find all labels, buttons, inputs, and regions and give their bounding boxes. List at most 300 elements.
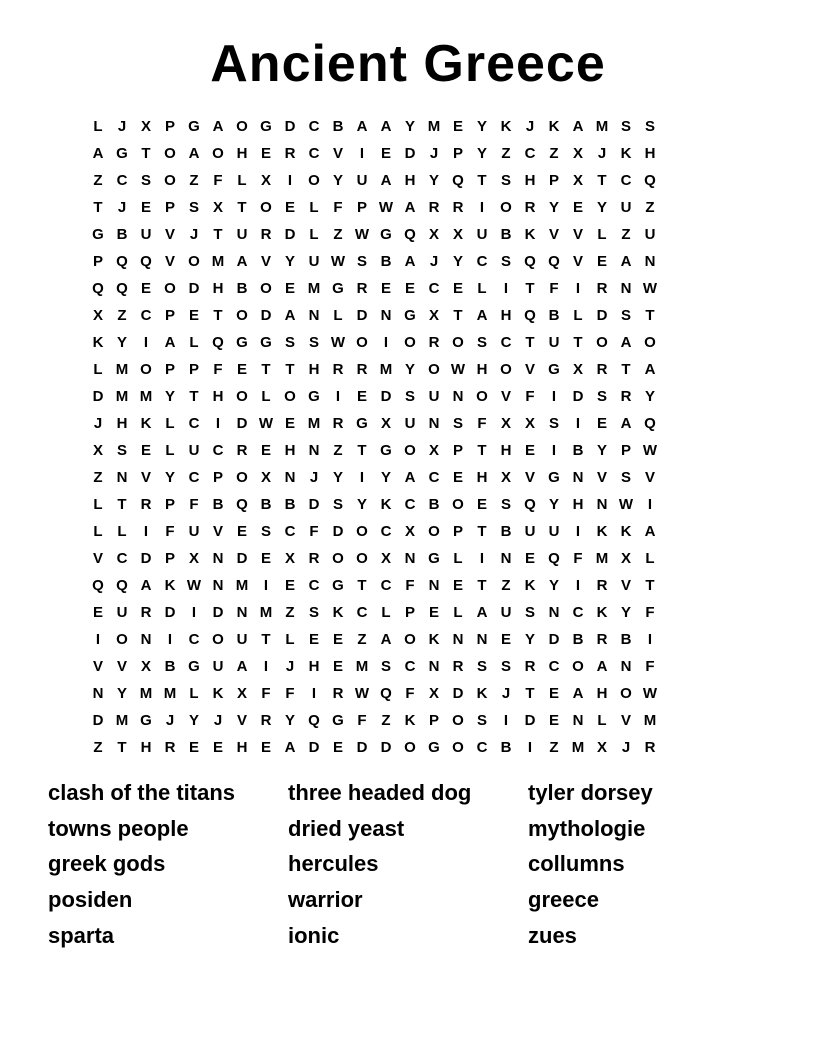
grid-letter: K bbox=[620, 145, 632, 162]
grid-letter: W bbox=[330, 253, 346, 270]
grid-letter: Y bbox=[428, 172, 439, 189]
grid-letter: N bbox=[452, 388, 464, 405]
grid-letter: I bbox=[263, 577, 269, 594]
grid-letter: I bbox=[551, 388, 557, 405]
grid-letter: W bbox=[450, 361, 466, 378]
grid-letter: E bbox=[284, 280, 295, 297]
grid-letter: L bbox=[93, 523, 103, 540]
grid-letter: N bbox=[428, 658, 440, 675]
word-list-item: three headed dog bbox=[288, 780, 472, 805]
grid-row bbox=[86, 275, 734, 302]
grid-letter: J bbox=[117, 199, 127, 216]
word-list-item: collumns bbox=[528, 851, 625, 877]
grid-letter: V bbox=[548, 226, 559, 243]
grid-row bbox=[86, 491, 734, 518]
grid-letter: S bbox=[620, 307, 631, 324]
grid-letter: K bbox=[404, 712, 416, 729]
grid-letter: B bbox=[500, 739, 512, 756]
grid-letter: S bbox=[188, 199, 199, 216]
grid-letter: J bbox=[597, 145, 607, 162]
grid-row bbox=[86, 302, 734, 329]
grid-letter: M bbox=[211, 253, 225, 270]
grid-letter: C bbox=[404, 496, 416, 513]
grid-letter: F bbox=[285, 685, 295, 702]
grid-letter: O bbox=[236, 118, 248, 135]
grid-letter: Q bbox=[140, 253, 152, 270]
grid-letter: U bbox=[188, 523, 200, 540]
grid-letter: O bbox=[308, 172, 320, 189]
grid-letter: E bbox=[236, 523, 247, 540]
grid-letter: O bbox=[140, 361, 152, 378]
grid-letter: E bbox=[188, 307, 199, 324]
grid-letter: B bbox=[620, 631, 632, 648]
word-list-item: zues bbox=[528, 922, 577, 948]
grid-letter: U bbox=[308, 253, 320, 270]
grid-letter: N bbox=[476, 631, 488, 648]
grid-letter: D bbox=[212, 604, 224, 621]
grid-letter: K bbox=[596, 523, 608, 540]
grid-letter: A bbox=[644, 361, 656, 378]
grid-letter: I bbox=[575, 577, 581, 594]
grid-letter: M bbox=[235, 577, 249, 594]
word-list-item: greek gods bbox=[48, 851, 166, 877]
grid-letter: A bbox=[404, 199, 416, 216]
grid-letter: Q bbox=[380, 685, 392, 702]
grid-letter: S bbox=[548, 415, 559, 432]
grid-letter: E bbox=[332, 739, 343, 756]
grid-letter: O bbox=[356, 334, 368, 351]
grid-letter: L bbox=[573, 307, 583, 324]
grid-letter: C bbox=[308, 118, 320, 135]
grid-letter: I bbox=[215, 415, 221, 432]
grid-letter: X bbox=[572, 145, 583, 162]
grid-letter: B bbox=[212, 496, 224, 513]
grid-letter: F bbox=[333, 199, 343, 216]
grid-letter: Z bbox=[93, 469, 103, 486]
grid-letter: E bbox=[284, 415, 295, 432]
grid-letter: V bbox=[524, 361, 535, 378]
grid-letter: C bbox=[140, 307, 152, 324]
grid-letter: B bbox=[260, 496, 272, 513]
grid-letter: Q bbox=[644, 415, 656, 432]
grid-letter: K bbox=[212, 685, 224, 702]
grid-letter: E bbox=[284, 577, 295, 594]
grid-letter: F bbox=[213, 172, 223, 189]
grid-letter: T bbox=[189, 388, 199, 405]
grid-letter: X bbox=[620, 550, 631, 567]
grid-letter: P bbox=[356, 199, 367, 216]
grid-letter: T bbox=[117, 496, 127, 513]
grid-letter: O bbox=[236, 388, 248, 405]
grid-letter: L bbox=[189, 685, 199, 702]
grid-letter: J bbox=[117, 118, 127, 135]
grid-letter: A bbox=[284, 739, 296, 756]
grid-letter: B bbox=[500, 226, 512, 243]
grid-letter: X bbox=[380, 550, 391, 567]
grid-letter: I bbox=[503, 280, 509, 297]
grid-letter: K bbox=[140, 415, 152, 432]
grid-letter: Q bbox=[308, 712, 320, 729]
grid-letter: A bbox=[404, 469, 416, 486]
grid-letter: H bbox=[596, 685, 608, 702]
grid-letter: H bbox=[308, 361, 320, 378]
grid-row bbox=[86, 437, 734, 464]
grid-letter: E bbox=[596, 253, 607, 270]
grid-letter: H bbox=[476, 469, 488, 486]
grid-letter: A bbox=[620, 334, 632, 351]
grid-letter: O bbox=[452, 334, 464, 351]
grid-letter: Y bbox=[596, 199, 607, 216]
grid-letter: E bbox=[260, 739, 271, 756]
grid-letter: D bbox=[572, 388, 584, 405]
grid-letter: N bbox=[308, 442, 320, 459]
grid-letter: F bbox=[549, 280, 559, 297]
grid-letter: G bbox=[236, 334, 248, 351]
grid-letter: Z bbox=[93, 739, 103, 756]
grid-letter: E bbox=[92, 604, 103, 621]
word-list-item: warrior bbox=[288, 887, 363, 913]
grid-letter: P bbox=[164, 550, 175, 567]
grid-letter: P bbox=[164, 496, 175, 513]
grid-letter: Z bbox=[381, 712, 391, 729]
grid-letter: S bbox=[500, 658, 511, 675]
grid-letter: F bbox=[261, 685, 271, 702]
grid-letter: D bbox=[356, 739, 368, 756]
grid-letter: D bbox=[92, 712, 104, 729]
grid-letter: D bbox=[332, 523, 344, 540]
grid-letter: B bbox=[572, 631, 584, 648]
grid-letter: N bbox=[140, 631, 152, 648]
grid-letter: T bbox=[141, 145, 151, 162]
grid-letter: V bbox=[236, 712, 247, 729]
grid-letter: W bbox=[618, 496, 634, 513]
grid-letter: T bbox=[477, 577, 487, 594]
grid-letter: A bbox=[236, 253, 248, 270]
grid-letter: D bbox=[164, 604, 176, 621]
grid-letter: M bbox=[259, 604, 273, 621]
grid-letter: V bbox=[164, 226, 175, 243]
grid-letter: I bbox=[191, 604, 197, 621]
grid-letter: A bbox=[164, 334, 176, 351]
grid-letter: F bbox=[405, 577, 415, 594]
grid-letter: N bbox=[428, 577, 440, 594]
grid-letter: X bbox=[140, 658, 151, 675]
grid-row bbox=[86, 572, 734, 599]
grid-letter: Q bbox=[524, 253, 536, 270]
grid-letter: J bbox=[285, 658, 295, 675]
grid-letter: U bbox=[404, 415, 416, 432]
grid-letter: T bbox=[621, 361, 631, 378]
grid-letter: H bbox=[236, 145, 248, 162]
grid-letter: K bbox=[548, 118, 560, 135]
grid-letter: G bbox=[188, 658, 200, 675]
grid-letter: M bbox=[115, 712, 129, 729]
grid-row bbox=[86, 680, 734, 707]
grid-letter: V bbox=[332, 145, 343, 162]
grid-letter: I bbox=[143, 523, 149, 540]
grid-letter: N bbox=[428, 415, 440, 432]
grid-letter: D bbox=[596, 307, 608, 324]
grid-letter: X bbox=[380, 415, 391, 432]
grid-letter: E bbox=[596, 415, 607, 432]
grid-letter: T bbox=[285, 361, 295, 378]
grid-letter: V bbox=[620, 712, 631, 729]
grid-letter: U bbox=[620, 199, 632, 216]
grid-letter: Y bbox=[284, 712, 295, 729]
grid-letter: O bbox=[404, 334, 416, 351]
grid-letter: D bbox=[308, 739, 320, 756]
grid-letter: O bbox=[164, 172, 176, 189]
grid-letter: U bbox=[356, 172, 368, 189]
grid-letter: Q bbox=[236, 496, 248, 513]
grid-letter: O bbox=[284, 388, 296, 405]
grid-letter: Y bbox=[164, 469, 175, 486]
grid-letter: S bbox=[596, 388, 607, 405]
grid-letter: X bbox=[596, 739, 607, 756]
grid-letter: E bbox=[428, 604, 439, 621]
grid-letter: I bbox=[527, 739, 533, 756]
grid-letter: N bbox=[212, 577, 224, 594]
grid-letter: S bbox=[644, 118, 655, 135]
grid-letter: B bbox=[548, 307, 560, 324]
grid-letter: R bbox=[452, 199, 464, 216]
grid-letter: S bbox=[620, 469, 631, 486]
grid-letter: T bbox=[645, 577, 655, 594]
grid-letter: M bbox=[115, 388, 129, 405]
grid-letter: E bbox=[380, 280, 391, 297]
grid-letter: H bbox=[212, 388, 224, 405]
grid-letter: E bbox=[260, 442, 271, 459]
grid-letter: U bbox=[644, 226, 656, 243]
grid-letter: T bbox=[213, 307, 223, 324]
grid-letter: Z bbox=[501, 577, 511, 594]
grid-row bbox=[86, 356, 734, 383]
grid-row bbox=[86, 626, 734, 653]
grid-letter: M bbox=[571, 739, 585, 756]
grid-row bbox=[86, 410, 734, 437]
grid-letter: F bbox=[525, 388, 535, 405]
grid-letter: E bbox=[452, 469, 463, 486]
grid-letter: C bbox=[284, 523, 296, 540]
grid-letter: O bbox=[260, 199, 272, 216]
grid-letter: H bbox=[524, 172, 536, 189]
word-list-item: dried yeast bbox=[288, 815, 405, 841]
grid-letter: L bbox=[117, 523, 127, 540]
grid-letter: Q bbox=[644, 172, 656, 189]
grid-row bbox=[86, 113, 734, 140]
grid-letter: D bbox=[404, 145, 416, 162]
grid-letter: R bbox=[308, 550, 320, 567]
grid-letter: B bbox=[116, 226, 128, 243]
grid-letter: V bbox=[92, 550, 103, 567]
grid-letter: Y bbox=[548, 199, 559, 216]
grid-letter: N bbox=[500, 550, 512, 567]
grid-letter: J bbox=[621, 739, 631, 756]
grid-letter: L bbox=[165, 415, 175, 432]
grid-letter: T bbox=[525, 334, 535, 351]
grid-letter: U bbox=[140, 226, 152, 243]
grid-letter: R bbox=[596, 577, 608, 594]
grid-letter: T bbox=[645, 307, 655, 324]
grid-letter: C bbox=[476, 253, 488, 270]
grid-letter: M bbox=[139, 388, 153, 405]
grid-letter: Y bbox=[116, 334, 127, 351]
grid-letter: U bbox=[116, 604, 128, 621]
grid-letter: R bbox=[332, 685, 344, 702]
grid-letter: O bbox=[428, 523, 440, 540]
grid-letter: R bbox=[332, 415, 344, 432]
grid-row bbox=[86, 464, 734, 491]
grid-letter: S bbox=[332, 496, 343, 513]
grid-letter: A bbox=[236, 658, 248, 675]
grid-letter: E bbox=[380, 145, 391, 162]
grid-letter: L bbox=[285, 631, 295, 648]
grid-letter: D bbox=[524, 712, 536, 729]
grid-letter: C bbox=[188, 415, 200, 432]
grid-letter: A bbox=[284, 307, 296, 324]
grid-letter: A bbox=[620, 415, 632, 432]
grid-letter: T bbox=[93, 199, 103, 216]
grid-letter: H bbox=[212, 280, 224, 297]
grid-letter: L bbox=[309, 226, 319, 243]
grid-letter: I bbox=[551, 442, 557, 459]
grid-letter: R bbox=[236, 442, 248, 459]
grid-letter: Z bbox=[333, 226, 343, 243]
grid-letter: Y bbox=[332, 172, 343, 189]
grid-letter: Y bbox=[404, 361, 415, 378]
grid-letter: S bbox=[116, 442, 127, 459]
grid-letter: X bbox=[500, 415, 511, 432]
grid-letter: T bbox=[477, 172, 487, 189]
grid-letter: Q bbox=[548, 550, 560, 567]
grid-letter: W bbox=[258, 415, 274, 432]
grid-letter: S bbox=[620, 118, 631, 135]
grid-letter: S bbox=[308, 334, 319, 351]
grid-letter: G bbox=[260, 118, 272, 135]
grid-letter: L bbox=[597, 712, 607, 729]
grid-letter: K bbox=[428, 631, 440, 648]
grid-letter: O bbox=[356, 523, 368, 540]
grid-letter: X bbox=[92, 307, 103, 324]
grid-letter: L bbox=[165, 442, 175, 459]
grid-row bbox=[86, 518, 734, 545]
grid-letter: E bbox=[260, 145, 271, 162]
word-list-item: greece bbox=[528, 887, 599, 913]
grid-letter: E bbox=[140, 442, 151, 459]
grid-letter: D bbox=[260, 307, 272, 324]
grid-letter: T bbox=[237, 199, 247, 216]
grid-letter: M bbox=[379, 361, 393, 378]
grid-letter: D bbox=[452, 685, 464, 702]
grid-letter: N bbox=[620, 658, 632, 675]
grid-row bbox=[86, 734, 734, 761]
grid-letter: N bbox=[236, 604, 248, 621]
grid-letter: A bbox=[188, 145, 200, 162]
grid-letter: A bbox=[380, 631, 392, 648]
grid-letter: Q bbox=[452, 172, 464, 189]
grid-letter: D bbox=[236, 415, 248, 432]
grid-letter: E bbox=[212, 739, 223, 756]
grid-letter: O bbox=[212, 631, 224, 648]
grid-letter: C bbox=[428, 469, 440, 486]
grid-letter: H bbox=[404, 172, 416, 189]
grid-letter: J bbox=[213, 712, 223, 729]
grid-letter: M bbox=[307, 280, 321, 297]
grid-letter: C bbox=[356, 604, 368, 621]
grid-letter: V bbox=[500, 388, 511, 405]
grid-letter: S bbox=[260, 523, 271, 540]
grid-letter: O bbox=[452, 739, 464, 756]
grid-letter: N bbox=[572, 469, 584, 486]
grid-row bbox=[86, 221, 734, 248]
grid-letter: E bbox=[524, 550, 535, 567]
grid-letter: N bbox=[644, 253, 656, 270]
grid-letter: U bbox=[524, 523, 536, 540]
grid-row bbox=[86, 140, 734, 167]
grid-letter: K bbox=[92, 334, 104, 351]
grid-letter: B bbox=[500, 523, 512, 540]
grid-letter: V bbox=[572, 253, 583, 270]
grid-letter: G bbox=[308, 388, 320, 405]
grid-letter: L bbox=[309, 199, 319, 216]
grid-letter: O bbox=[404, 442, 416, 459]
grid-letter: L bbox=[237, 172, 247, 189]
grid-letter: H bbox=[476, 361, 488, 378]
grid-letter: D bbox=[92, 388, 104, 405]
grid-letter: T bbox=[477, 523, 487, 540]
grid-letter: L bbox=[453, 550, 463, 567]
letter-grid bbox=[86, 113, 734, 761]
grid-letter: T bbox=[357, 442, 367, 459]
grid-letter: C bbox=[188, 469, 200, 486]
grid-letter: O bbox=[500, 199, 512, 216]
grid-row bbox=[86, 545, 734, 572]
grid-letter: Z bbox=[93, 172, 103, 189]
grid-letter: O bbox=[404, 739, 416, 756]
grid-letter: G bbox=[332, 712, 344, 729]
grid-letter: E bbox=[140, 199, 151, 216]
grid-letter: N bbox=[620, 280, 632, 297]
grid-letter: U bbox=[476, 226, 488, 243]
grid-letter: O bbox=[404, 631, 416, 648]
grid-letter: F bbox=[573, 550, 583, 567]
grid-letter: P bbox=[452, 442, 463, 459]
grid-letter: K bbox=[476, 685, 488, 702]
word-list-item: sparta bbox=[48, 922, 115, 948]
grid-letter: V bbox=[260, 253, 271, 270]
grid-letter: L bbox=[333, 307, 343, 324]
grid-letter: T bbox=[525, 280, 535, 297]
grid-letter: F bbox=[645, 604, 655, 621]
grid-letter: O bbox=[164, 145, 176, 162]
grid-letter: X bbox=[260, 172, 271, 189]
grid-letter: N bbox=[548, 604, 560, 621]
grid-letter: U bbox=[548, 523, 560, 540]
grid-letter: B bbox=[380, 253, 392, 270]
grid-letter: X bbox=[500, 469, 511, 486]
grid-letter: D bbox=[188, 280, 200, 297]
grid-letter: H bbox=[284, 442, 296, 459]
grid-letter: S bbox=[452, 415, 463, 432]
grid-letter: O bbox=[236, 307, 248, 324]
grid-letter: O bbox=[116, 631, 128, 648]
grid-letter: U bbox=[236, 631, 248, 648]
grid-letter: Q bbox=[116, 280, 128, 297]
grid-letter: S bbox=[308, 604, 319, 621]
grid-letter: Y bbox=[596, 442, 607, 459]
grid-letter: G bbox=[332, 577, 344, 594]
grid-letter: S bbox=[284, 334, 295, 351]
